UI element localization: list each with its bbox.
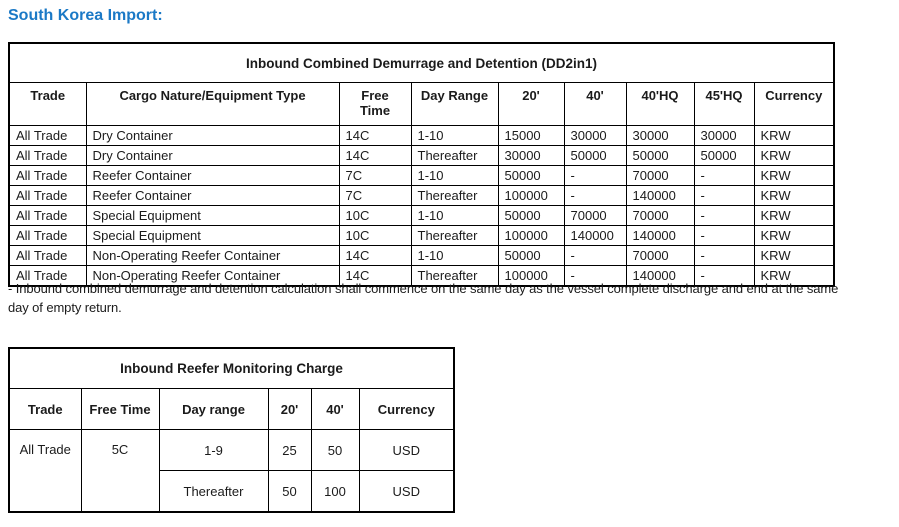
cell-cargo-type: Reefer Container [86, 186, 339, 206]
cell-free-time: 5C [81, 430, 159, 513]
cell-trade: All Trade [9, 146, 86, 166]
col-header-day-range [411, 83, 498, 126]
cell-rate-40: 140000 [564, 226, 626, 246]
col-header-currency [754, 83, 834, 126]
dd2in1-title-row [9, 43, 834, 83]
table-row [9, 146, 834, 166]
col-header-45hq [694, 83, 754, 126]
cell-trade: All Trade [9, 126, 86, 146]
dd2in1-table [8, 42, 835, 287]
cell-rate-20: 50000 [498, 206, 564, 226]
reefer-title-row [9, 348, 454, 389]
cell-day-range: 1-10 [411, 246, 498, 266]
cell-rate-40hq: 140000 [626, 226, 694, 246]
col-header-day-range: Day range [159, 389, 268, 430]
col-header-label: Currency [765, 88, 823, 103]
cell-trade: All Trade [9, 226, 86, 246]
cell-rate-20: 100000 [498, 226, 564, 246]
cell-rate-40hq: 140000 [626, 186, 694, 206]
cell-rate-40hq: 140000 [626, 266, 694, 287]
cell-free-time: 10C [339, 226, 411, 246]
cell-rate-40: - [564, 186, 626, 206]
cell-rate-20: 25 [268, 430, 311, 471]
cell-rate-45hq: - [694, 166, 754, 186]
col-header-label: Free Time [359, 88, 391, 118]
cell-free-time: 14C [339, 146, 411, 166]
cell-currency: KRW [754, 166, 834, 186]
cell-currency: USD [359, 430, 454, 471]
cell-currency: KRW [754, 186, 834, 206]
cell-trade: All Trade [9, 246, 86, 266]
cell-currency: KRW [754, 206, 834, 226]
cell-free-time: 7C [339, 166, 411, 186]
cell-day-range: Thereafter [411, 186, 498, 206]
col-header-label: Day Range [420, 88, 489, 103]
cell-rate-40: 100 [311, 471, 359, 513]
cell-rate-40: - [564, 246, 626, 266]
cell-currency: KRW [754, 246, 834, 266]
cell-rate-45hq: - [694, 226, 754, 246]
cell-rate-45hq: - [694, 266, 754, 287]
cell-free-time: 14C [339, 126, 411, 146]
col-header-40ft [564, 83, 626, 126]
cell-rate-40hq: 70000 [626, 206, 694, 226]
cell-currency: KRW [754, 266, 834, 287]
note [8, 279, 898, 317]
cell-currency: KRW [754, 226, 834, 246]
cell-rate-40: - [564, 166, 626, 186]
note-line: - Inbound combined demurrage and detention calculation shall commence on the same day as the vessel complete discharge and end at the same [8, 281, 839, 296]
cell-cargo-type: Non-Operating Reefer Container [86, 246, 339, 266]
table-row [9, 246, 834, 266]
cell-day-range: Thereafter [159, 471, 268, 513]
col-header-cargo-type [86, 83, 339, 126]
cell-currency: USD [359, 471, 454, 513]
cell-trade: All Trade [9, 430, 81, 513]
cell-rate-45hq: 50000 [694, 146, 754, 166]
col-header-free-time: Free Time [81, 389, 159, 430]
cell-trade: All Trade [9, 206, 86, 226]
col-header-label: Trade [30, 88, 66, 103]
cell-free-time: 7C [339, 186, 411, 206]
dd2in1-table-title: Inbound Combined Demurrage and Detention (DD2in1) [9, 43, 834, 83]
table-row [9, 206, 834, 226]
cell-rate-40: 50000 [564, 146, 626, 166]
col-header-40ft: 40' [311, 389, 359, 430]
col-header-trade: Trade [9, 389, 81, 430]
cell-cargo-type: Non-Operating Reefer Container [86, 266, 339, 287]
cell-rate-20: 15000 [498, 126, 564, 146]
dd2in1-header-row [9, 83, 834, 126]
cell-rate-40hq: 30000 [626, 126, 694, 146]
cell-rate-20: 100000 [498, 186, 564, 206]
cell-rate-45hq: - [694, 186, 754, 206]
cell-day-range: 1-10 [411, 166, 498, 186]
cell-day-range: Thereafter [411, 146, 498, 166]
cell-trade: All Trade [9, 186, 86, 206]
col-header-free-time [339, 83, 411, 126]
col-header-label: 40' [586, 88, 604, 103]
cell-day-range: Thereafter [411, 266, 498, 287]
cell-cargo-type: Dry Container [86, 126, 339, 146]
cell-cargo-type: Reefer Container [86, 166, 339, 186]
cell-currency: KRW [754, 126, 834, 146]
col-header-label: 20' [522, 88, 540, 103]
col-header-label: 40'HQ [641, 88, 679, 103]
cell-rate-45hq: 30000 [694, 126, 754, 146]
cell-cargo-type: Special Equipment [86, 206, 339, 226]
cell-rate-40: 50 [311, 430, 359, 471]
cell-rate-40: - [564, 266, 626, 287]
cell-rate-20: 100000 [498, 266, 564, 287]
cell-rate-40hq: 70000 [626, 246, 694, 266]
col-header-trade [9, 83, 86, 126]
col-header-label: Cargo Nature/Equipment Type [119, 88, 306, 103]
cell-rate-45hq: - [694, 206, 754, 226]
cell-rate-40hq: 50000 [626, 146, 694, 166]
note-line: day of empty return. [8, 300, 122, 315]
reefer-table-title: Inbound Reefer Monitoring Charge [9, 348, 454, 389]
cell-trade: All Trade [9, 266, 86, 287]
cell-cargo-type: Dry Container [86, 146, 339, 166]
reefer-header-row [9, 389, 454, 430]
table-row [9, 166, 834, 186]
cell-trade: All Trade [9, 166, 86, 186]
col-header-20ft [498, 83, 564, 126]
cell-rate-45hq: - [694, 246, 754, 266]
col-header-20ft: 20' [268, 389, 311, 430]
col-header-label: 45'HQ [705, 88, 743, 103]
reefer-monitoring-table [8, 347, 455, 513]
cell-currency: KRW [754, 146, 834, 166]
page-title: South Korea Import: [8, 7, 163, 24]
cell-free-time: 14C [339, 246, 411, 266]
cell-rate-20: 50000 [498, 166, 564, 186]
cell-rate-20: 50000 [498, 246, 564, 266]
cell-free-time: 14C [339, 266, 411, 287]
table-row [9, 126, 834, 146]
cell-rate-20: 30000 [498, 146, 564, 166]
cell-day-range: 1-10 [411, 206, 498, 226]
table-row [9, 226, 834, 246]
cell-day-range: 1-10 [411, 126, 498, 146]
cell-rate-40: 30000 [564, 126, 626, 146]
cell-cargo-type: Special Equipment [86, 226, 339, 246]
cell-free-time: 10C [339, 206, 411, 226]
cell-day-range: Thereafter [411, 226, 498, 246]
cell-rate-40: 70000 [564, 206, 626, 226]
col-header-40hq [626, 83, 694, 126]
col-header-currency: Currency [359, 389, 454, 430]
table-row [9, 186, 834, 206]
table-row [9, 430, 454, 471]
cell-day-range: 1-9 [159, 430, 268, 471]
cell-rate-40hq: 70000 [626, 166, 694, 186]
cell-rate-20: 50 [268, 471, 311, 513]
